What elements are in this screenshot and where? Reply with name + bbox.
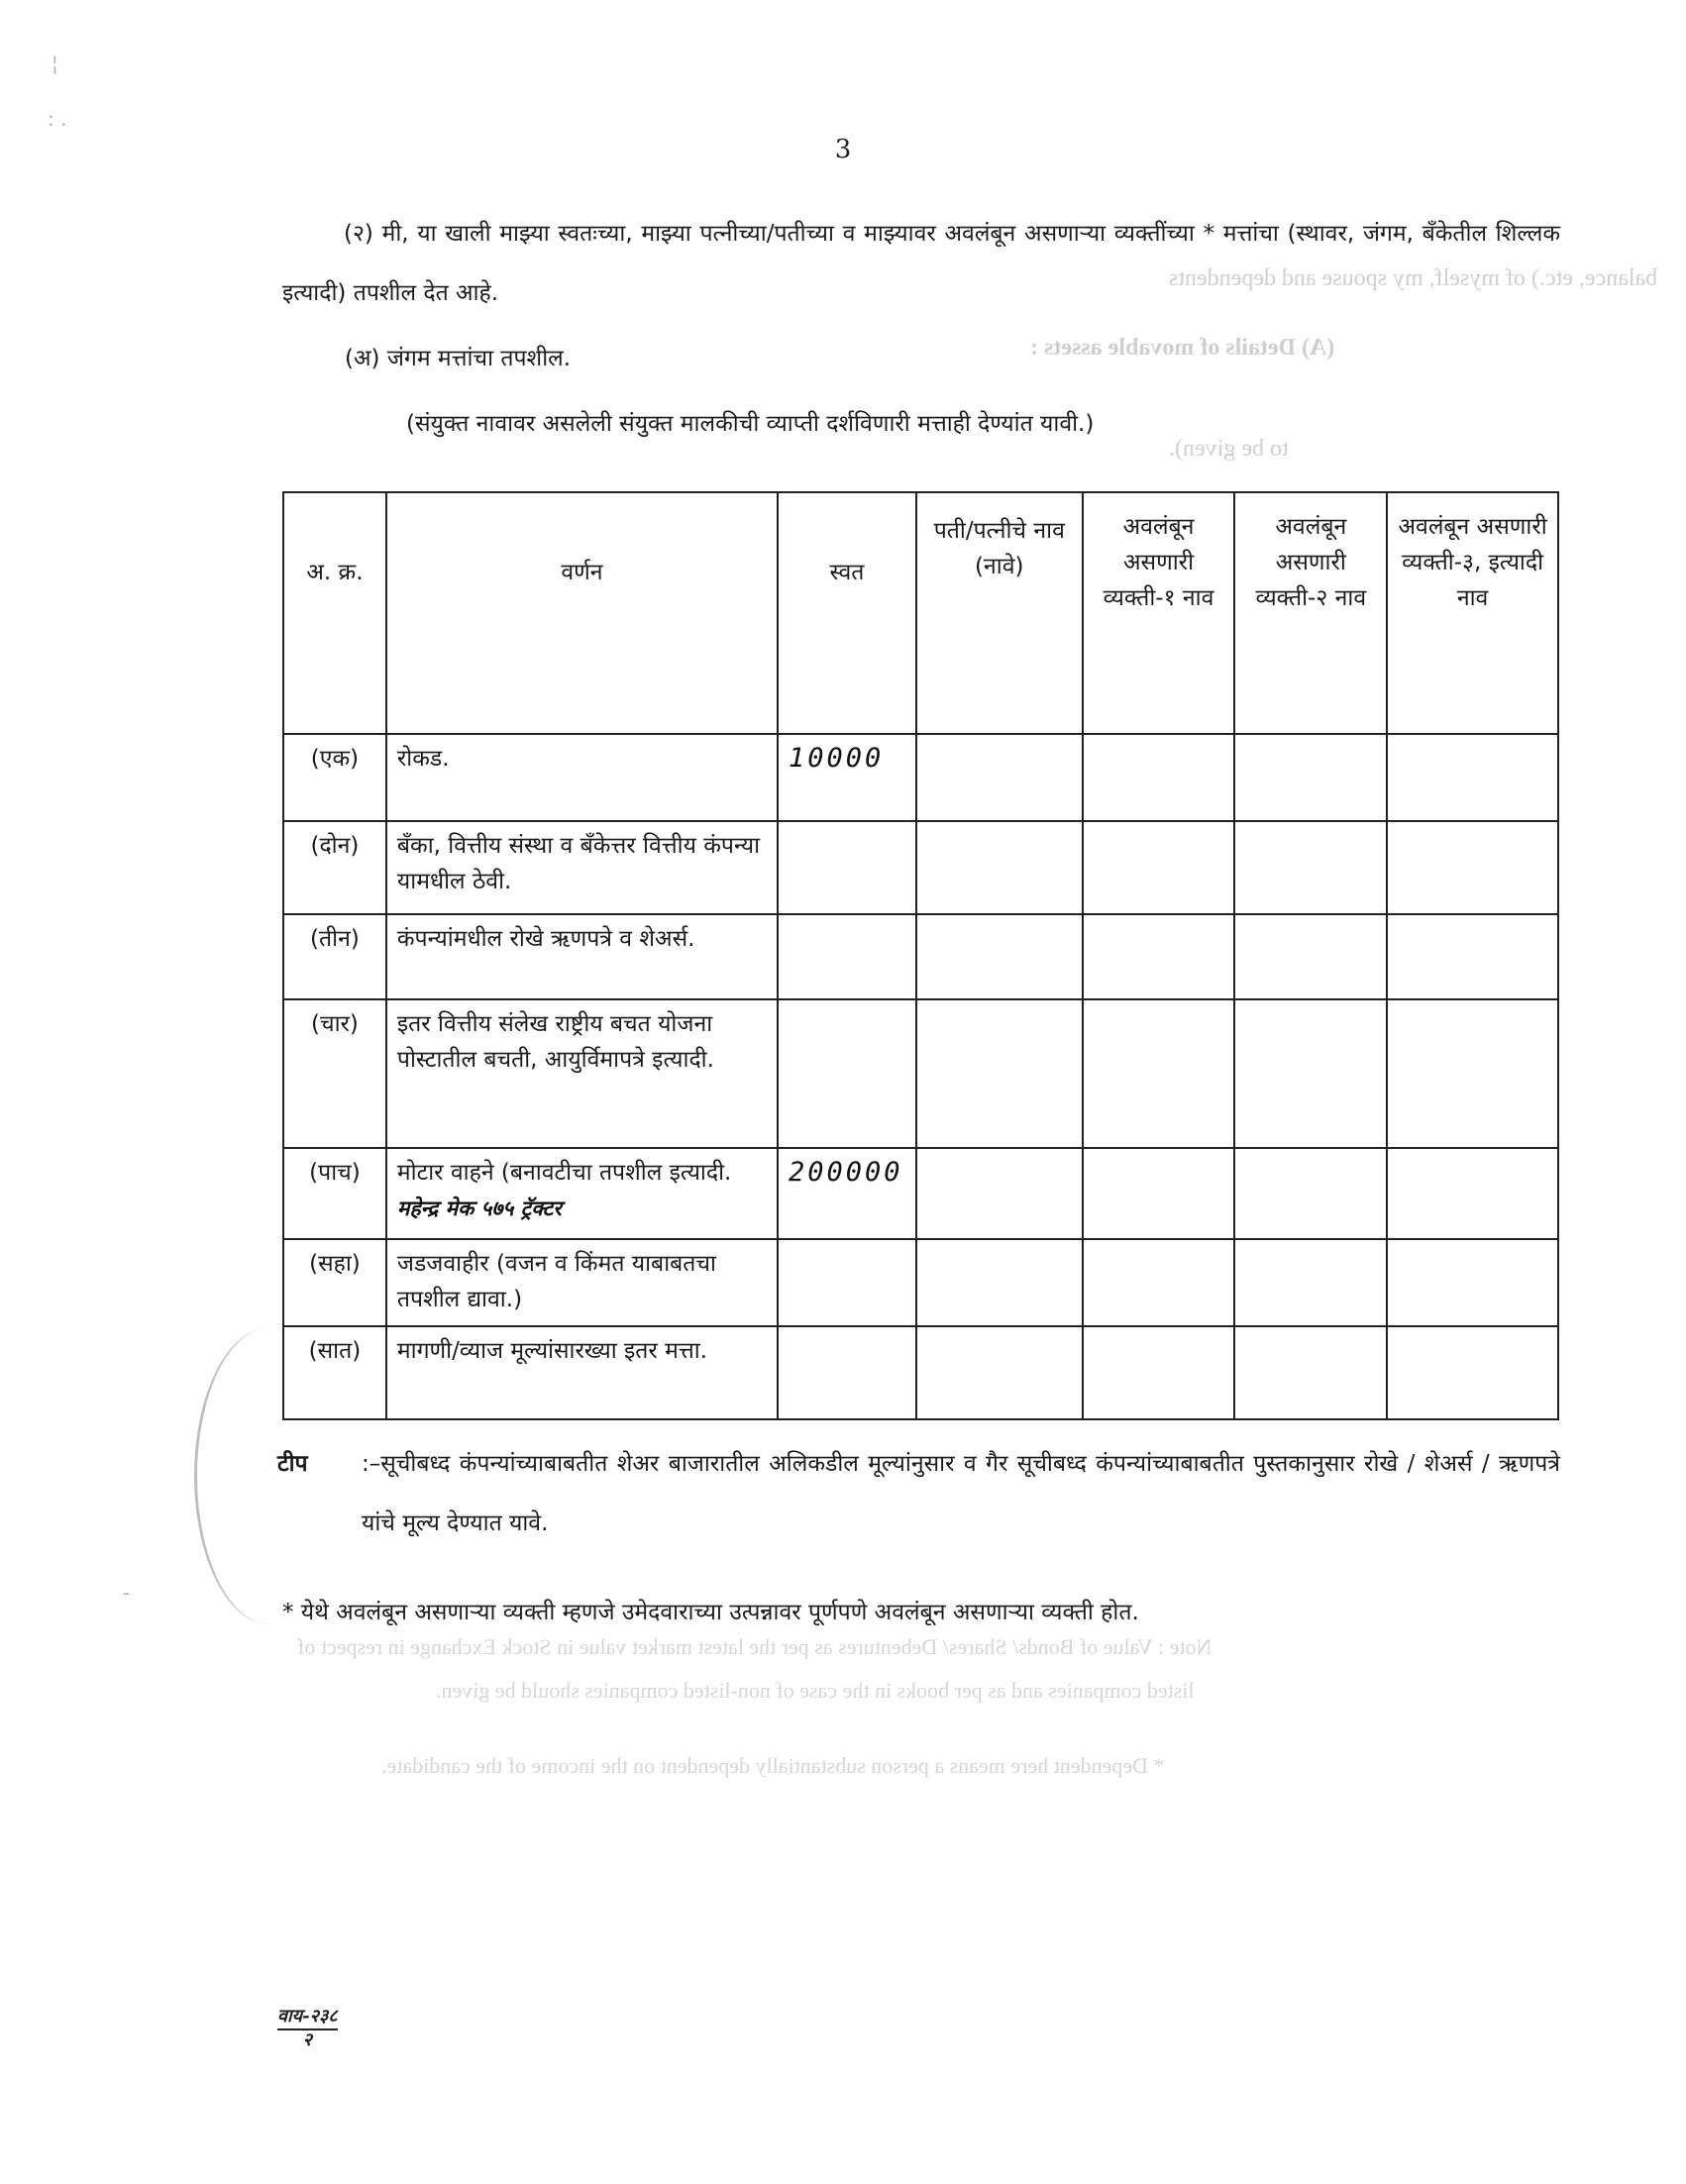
handwritten-vehicle-details: महेन्द्र मेक ५७५ ट्रॅक्टर (396, 1196, 562, 1220)
row-self-value (778, 1326, 916, 1419)
row-description (386, 1148, 778, 1239)
margin-mark: : . (48, 107, 67, 131)
row-dependent-1-value (1083, 1148, 1235, 1239)
row-dependent-3-value (1387, 1148, 1558, 1239)
row-serial: (चार) (283, 999, 386, 1148)
note-label: टीप (277, 1451, 308, 1477)
row-description: इतर वित्तीय संलेख राष्ट्रीय बचत योजना पोस्टातील बचती, आयुर्विमापत्रे इत्यादी. (386, 999, 778, 1148)
row-dependent-1-value (1083, 734, 1235, 821)
bleed-through-text: balance, etc.) of myself, my spouse and dependents (1169, 265, 1658, 291)
row-dependent-3-value (1387, 821, 1558, 914)
row-dependent-1-value (1083, 821, 1235, 914)
row-dependent-3-value (1387, 734, 1558, 821)
row-spouse-value (916, 1148, 1083, 1239)
row-description: कंपन्यांमधील रोखे ऋणपत्रे व शेअर्स. (386, 914, 778, 999)
bleed-through-text: to be given). (1169, 436, 1289, 462)
header-dependent-1: अवलंबून असणारी व्यक्ती-१ नाव (1083, 492, 1235, 734)
row-self-value (778, 821, 916, 914)
row-spouse-value (916, 999, 1083, 1148)
row-self-value (778, 1148, 916, 1239)
handwritten-value: 10000 (788, 743, 885, 774)
row-serial: (सात) (283, 1326, 386, 1419)
row-dependent-2-value (1234, 1239, 1387, 1326)
header-description: वर्णन (386, 492, 778, 734)
table-row (283, 914, 1558, 999)
row-dependent-2-value (1234, 914, 1387, 999)
row-description: जडजवाहीर (वजन व किंमत याबाबतचा तपशील द्यावा.) (386, 1239, 778, 1326)
row-dependent-1-value (1083, 999, 1235, 1148)
handwritten-value: 200000 (788, 1157, 903, 1188)
row-dependent-3-value (1387, 999, 1558, 1148)
page-number: 3 (834, 135, 852, 164)
table-row (283, 821, 1558, 914)
header-serial-number: अ. क्र. (283, 492, 386, 734)
row-spouse-value (916, 1326, 1083, 1419)
row-serial: (तीन) (283, 914, 386, 999)
header-dependent-3: अवलंबून असणारी व्यक्ती-३, इत्यादी नाव (1387, 492, 1558, 734)
row-spouse-value (916, 914, 1083, 999)
row-dependent-2-value (1234, 999, 1387, 1148)
row-spouse-value (916, 1239, 1083, 1326)
valuation-note (277, 1434, 1560, 1553)
row-spouse-value (916, 821, 1083, 914)
table-row (283, 734, 1558, 821)
table-header-row (283, 492, 1558, 734)
bleed-through-text: (A) Details of movable assets : (1030, 335, 1335, 361)
header-spouse: पती/पत्नीचे नाव (नावे) (916, 492, 1083, 734)
row-description: बँका, वित्तीय संस्था व बँकेत्तर वित्तीय कंपन्या यामधील ठेवी. (386, 821, 778, 914)
bleed-through-text: * Dependent here means a person substantially dependent on the income of the candidate. (381, 1753, 1165, 1778)
table-row (283, 1326, 1558, 1419)
row-dependent-2-value (1234, 1326, 1387, 1419)
declaration-paragraph: (२) मी, या खाली माझ्या स्वतःच्या, माझ्या पत्नीच्या/पतीच्या व माझ्यावर अवलंबून असणाऱ्या व्यक्तींच्या * मत्तांचा (स्थावर, जंगम, बँकेतील शिल्लक इत्यादी) तपशील देत आहे. (282, 221, 1560, 306)
table-row (283, 999, 1558, 1148)
margin-mark: - (123, 1581, 131, 1605)
row-dependent-1-value (1083, 1326, 1235, 1419)
row-serial: (एक) (283, 734, 386, 821)
row-self-value (778, 999, 916, 1148)
row-dependent-3-value (1387, 1239, 1558, 1326)
note-text: :–सूचीबध्द कंपन्यांच्याबाबतीत शेअर बाजारातील अलिकडील मूल्यांनुसार व गैर सूचीबध्द कंपन्यांच्याबाबतीत पुस्तकानुसार रोखे / शेअर्स / ऋणपत्रे यांचे मूल्य देण्यात यावे. (362, 1451, 1560, 1536)
movable-assets-table (282, 491, 1559, 1420)
form-code-bottom: २ (302, 2029, 313, 2050)
dependent-definition-note: * येथे अवलंबून असणाऱ्या व्यक्ती म्हणजे उमेदवाराच्या उत्पन्नावर पूर्णपणे अवलंबून असणाऱ्या व्यक्ती होत. (282, 1600, 1139, 1625)
bleed-through-text: listed companies and as per books in the case of non-listed companies should be given. (436, 1678, 1195, 1703)
header-self: स्वत (778, 492, 916, 734)
row-description: रोकड. (386, 734, 778, 821)
form-code-top: वाय-२३८ (277, 2007, 338, 2030)
row-dependent-3-value (1387, 914, 1558, 999)
bleed-through-text: Note : Value of Bonds/ Shares/ Debentures as per the latest market value in Stock Exchange in respect of (297, 1634, 1212, 1659)
row-dependent-2-value (1234, 1148, 1387, 1239)
margin-mark: ¦ (52, 52, 58, 75)
row-serial: (दोन) (283, 821, 386, 914)
header-dependent-2: अवलंबून असणारी व्यक्ती-२ नाव (1234, 492, 1387, 734)
row-spouse-value (916, 734, 1083, 821)
row-dependent-1-value (1083, 914, 1235, 999)
row-dependent-2-value (1234, 821, 1387, 914)
row-dependent-3-value (1387, 1326, 1558, 1419)
row-description-text: मोटार वाहने (बनावटीचा तपशील इत्यादी. (396, 1160, 732, 1186)
row-self-value (778, 734, 916, 821)
row-serial: (पाच) (283, 1148, 386, 1239)
table-row (283, 1239, 1558, 1326)
row-dependent-1-value (1083, 1239, 1235, 1326)
row-self-value (778, 914, 916, 999)
table-row (283, 1148, 1558, 1239)
row-self-value (778, 1239, 916, 1326)
movable-assets-heading: (अ) जंगम मत्तांचा तपशील. (345, 346, 572, 371)
form-code (277, 2007, 338, 2050)
joint-ownership-instruction: (संयुक्त नावावर असलेली संयुक्त मालकीची व्याप्ती दर्शविणारी मत्ताही देण्यांत यावी.) (406, 411, 1095, 437)
row-description: मागणी/व्याज मूल्यांसारख्या इतर मत्ता. (386, 1326, 778, 1419)
row-serial: (सहा) (283, 1239, 386, 1326)
row-dependent-2-value (1234, 734, 1387, 821)
